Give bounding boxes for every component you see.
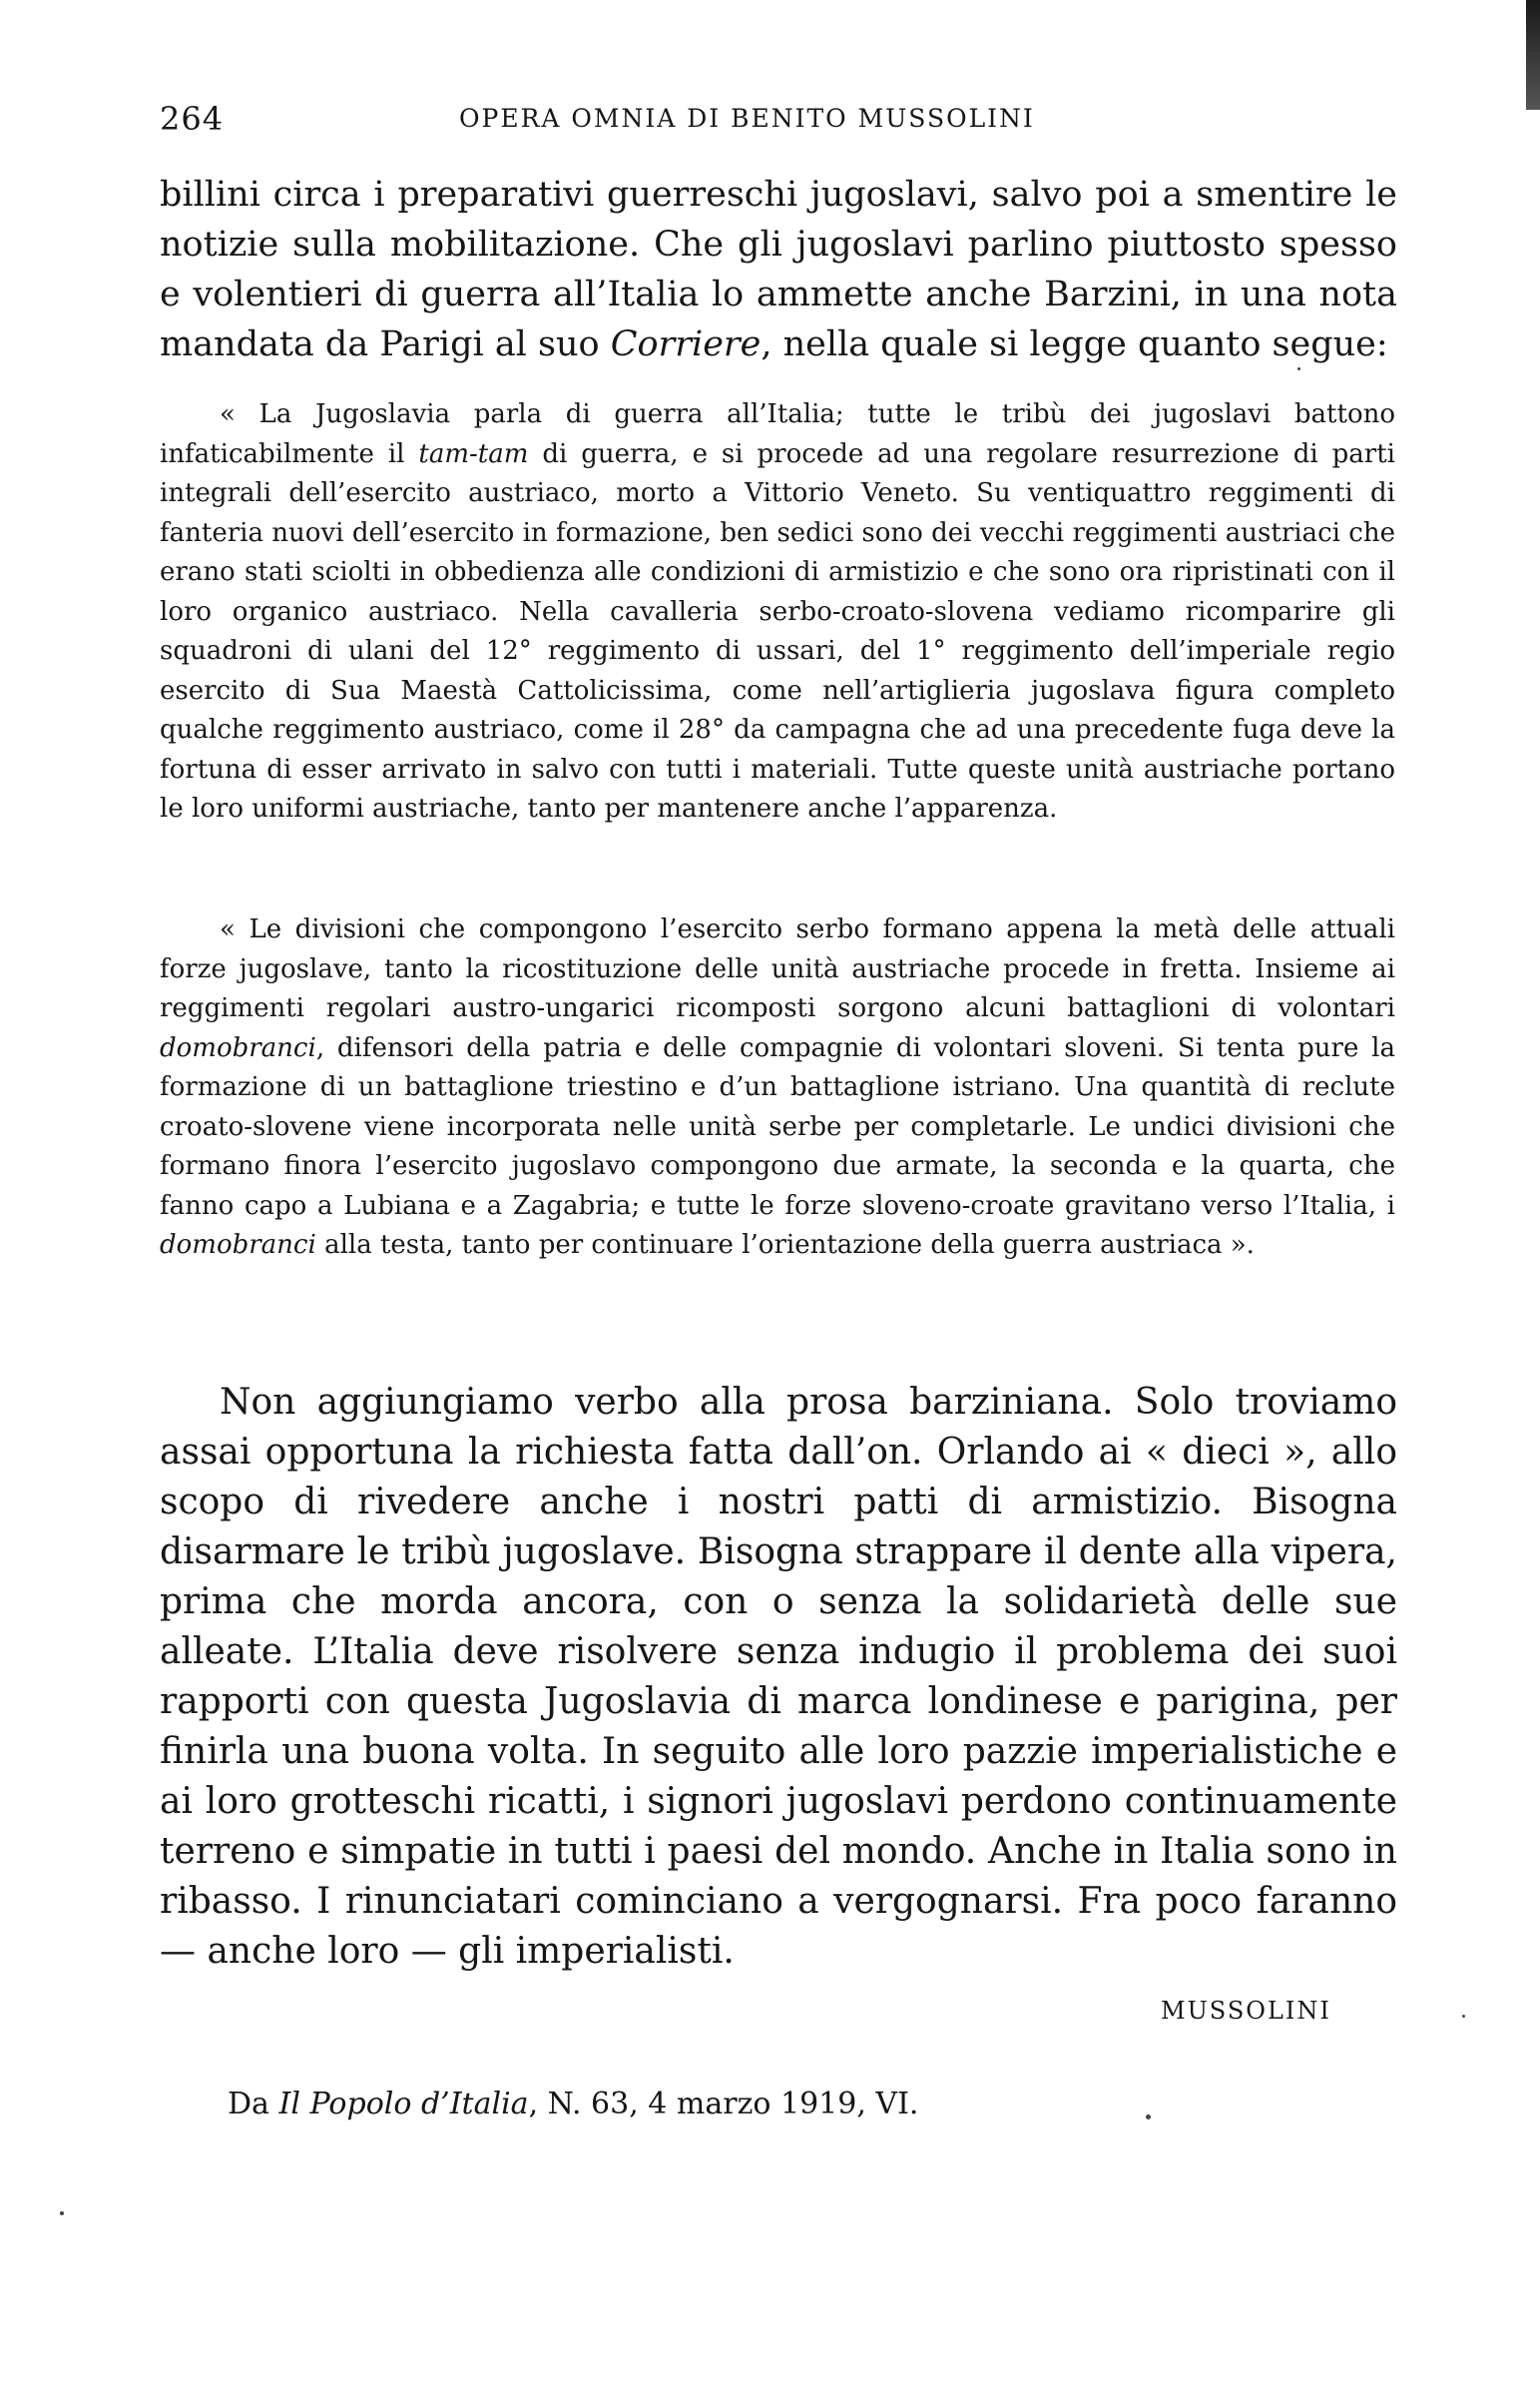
quote-paragraph-2: [160, 910, 1395, 1266]
quote-2-italic-1: domobranci: [160, 1032, 316, 1063]
scan-speck: [1297, 367, 1300, 370]
intro-text-1: billini circa i preparativi guerreschi jugoslavi, salvo poi a smentire le notizie sulla mobilitazione. Che gli jugoslavi parlino piuttosto spesso e volentieri di guerra all’Italia lo ammette anche Barzini, in una nota mandata da Parigi al suo: [160, 175, 1397, 364]
quote-paragraph-1: [160, 395, 1395, 830]
scan-speck: [1462, 2015, 1465, 2018]
quote-1-text-1: « La Jugoslavia parla di guerra all’Italia; tutte le tribù dei jugoslavi battono infaticabilmente il: [160, 399, 1395, 469]
quote-2-text-1: « Le divisioni che compongono l’esercito serbo formano appena la metà delle attuali forze jugoslave, tanto la ricostituzione delle unità austriache procede in fretta. Insieme ai reggimenti regolari austro-ungarici ricomposti sorgono alcuni battaglioni di volontari: [160, 914, 1395, 1023]
quote-2-italic-2: domobranci: [160, 1230, 316, 1260]
quote-1-italic: tam-tam: [418, 438, 529, 469]
scan-speck: [1146, 2114, 1151, 2119]
quote-2-text-2: , difensori della patria e delle compagnie di volontari sloveni. Si tenta pure la formazione di un battaglione triestino e d’un battaglione istriano. Una quantità di reclute croato-slovene viene incorporata nelle unità serbe per completarle. Le undici divisioni che formano finora l’esercito jugoslavo compongono due armate, la seconda e la quarta, che fanno capo a Lubiana e a Zagabria; e tutte le forze sloveno-croate gravitano verso l’Italia, i: [160, 1032, 1395, 1221]
page-header: [160, 100, 1342, 140]
comment-text: Non aggiungiamo verbo alla prosa barziniana. Solo troviamo assai opportuna la richiesta fatta dall’on. Orlando ai « dieci », allo scopo di rivedere anche i nostri patti di armistizio. Bisogna disarmare le tribù jugoslave. Bisogna strappare il dente alla vipera, prima che morda ancora, con o senza la solidarietà delle sue alleate. L’Italia deve risolvere senza indugio il problema dei suoi rapporti con questa Jugoslavia di marca londinese e parigina, per finirla una buona volta. In seguito alle loro pazzie imperialistiche e ai loro grotteschi ricatti, i signori jugoslavi perdono continuamente terreno e simpatie in tutti i paesi del mondo. Anche in Italia sono in ribasso. I rinunciatari cominciano a vergognarsi. Fra poco faranno — anche loro — gli imperialisti.: [160, 1382, 1397, 1972]
page-edge-shadow: [1526, 0, 1540, 110]
intro-italic-corriere: Corriere: [610, 324, 762, 364]
source-newspaper: Il Popolo d’Italia: [278, 2087, 529, 2121]
intro-paragraph: [160, 170, 1397, 369]
running-title: OPERA OMNIA DI BENITO MUSSOLINI: [459, 104, 1035, 133]
intro-text-2: , nella quale si legge quanto segue:: [761, 324, 1388, 364]
comment-paragraph: [160, 1378, 1397, 1977]
scan-speck: [60, 2211, 64, 2215]
signature: MUSSOLINI: [1161, 1997, 1331, 2025]
page-number: 264: [160, 100, 225, 138]
source-citation: [228, 2087, 918, 2121]
source-suffix: , N. 63, 4 marzo 1919, VI.: [528, 2087, 919, 2121]
quote-1-text-2: di guerra, e si procede ad una regolare resurrezione di parti integrali dell’esercito austriaco, morto a Vittorio Veneto. Su ventiquattro reggimenti di fanteria nuovi dell’esercito in formazione, ben sedici sono dei vecchi reggimenti austriaci che erano stati sciolti in obbedienza alle condizioni di armistizio e che sono ora ripristinati con il loro organico austriaco. Nella cavalleria serbo-croato-slovena vediamo ricomparire gli squadroni di ulani del 12° reggimento di ussari, del 1° reggimento dell’imperiale regio esercito di Sua Maestà Cattolicissima, come nell’artiglieria jugoslava figura completo qualche reggimento austriaco, come il 28° da campagna che ad una precedente fuga deve la fortuna di esser arrivato in salvo con tutti i materiali. Tutte queste unità austriache portano le loro uniformi austriache, tanto per mantenere anche l’apparenza.: [160, 438, 1395, 824]
quote-2-text-3: alla testa, tanto per continuare l’orientazione della guerra austriaca ».: [315, 1230, 1255, 1260]
source-prefix: Da: [228, 2087, 279, 2121]
